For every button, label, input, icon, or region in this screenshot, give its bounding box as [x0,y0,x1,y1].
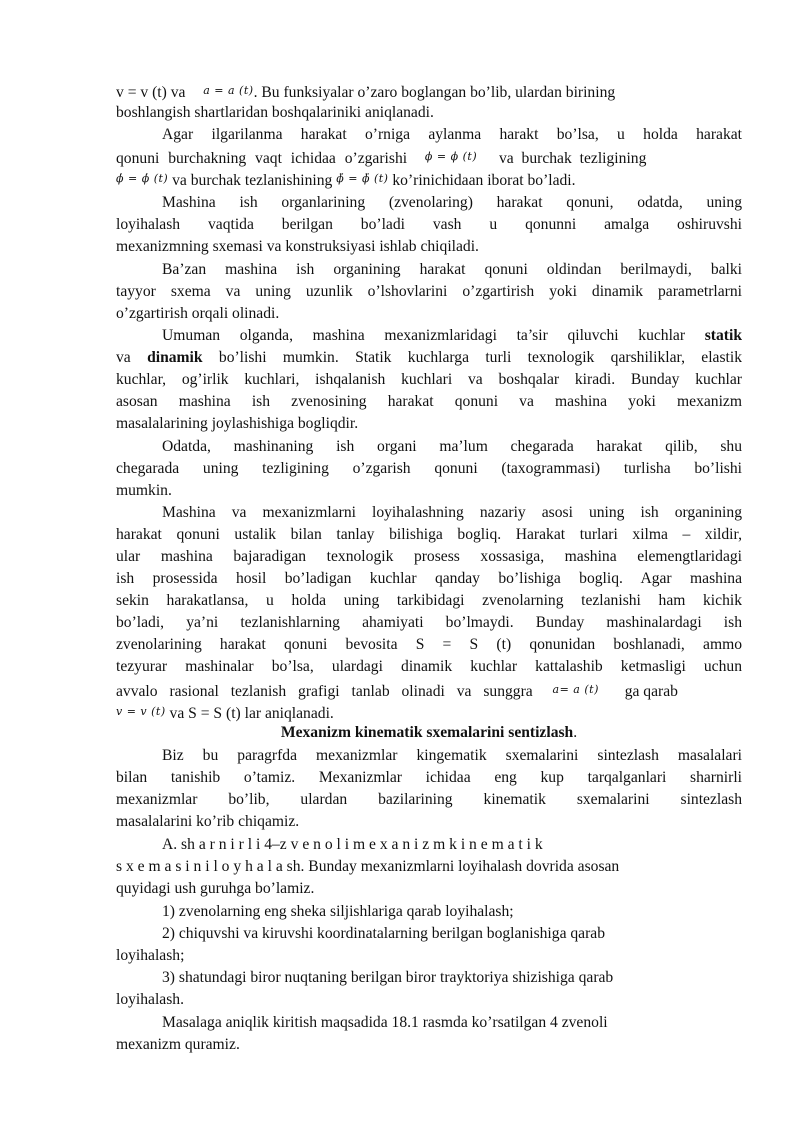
text-span: avvalo rasional tezlanish grafigi tanlab olinadi va sunggra [116,683,533,700]
bold-term: statik [704,327,742,344]
paragraph-line [116,347,742,369]
text-span: . Bu funksiyalar o’zaro boglangan bo’lib, ulardan birining [253,84,616,101]
paragraph-line: ular mashina bajaradigan texnologik prosess xossasiga, mashina elemengtlaridagi [116,548,742,565]
paragraph-line: zvenolarining harakat qonuni bevosita S = S (t) qonunidan boshlanadi, ammo [116,636,742,653]
bold-term: dinamik [147,349,203,366]
paragraph-line: Biz bu paragrfda mexanizmlar kingematik sxemalarini sintezlash masalalari [162,747,742,764]
paragraph-line: asosan mashina ish zvenosining harakat qonuni va mashina yoki mexanizm [116,393,742,410]
list-item-continuation: loyihalash; [116,947,185,964]
paragraph-line: bo’ladi, ya’ni tezlanishlarning ahamiyati bo’lmaydi. Bunday mashinalardagi ish [116,614,742,631]
paragraph-line: Mashina va mexanizmlarni loyihalashning nazariy asosi uning ish organining [162,504,742,521]
paragraph-line: tayyor sxema va uning uzunlik o’lshovlarini o’zgartirish yoki dinamik parametrlarni [116,283,742,300]
paragraph-line: bilan tanishib o’tamiz. Mexanizmlar ichidaa eng kup tarqalganlari sharnirli [116,769,742,786]
paragraph-line: mexanizm quramiz. [116,1036,240,1053]
formula-angular-acceleration: ϕ̈ = ϕ̈ (t) [336,172,389,185]
paragraph-line: masalalarining joylashishiga bogliqdir. [116,415,359,432]
paragraph-line: mexanizmning sxemasi va konstruksiyasi ishlab chiqiladi. [116,238,479,255]
text-span: va burchak tezligining [498,150,647,167]
paragraph-line: quyidagi ush guruhga bo’lamiz. [116,880,315,897]
paragraph-line: Odatda, mashinaning ish organi ma’lum chegarada harakat qilib, shu [162,438,742,455]
paragraph-line: A. sh a r n i r l i 4–z v e n o l i m e x a n i z m k i n e m a t i k [162,836,543,853]
text-span: ko’rinichidaan iborat bo’ladi. [392,172,576,189]
list-item: 1) zvenolarning eng sheka siljishlariga qarab loyihalash; [162,903,514,920]
paragraph-line [116,146,742,168]
paragraph-line [116,701,742,723]
list-item: 2) chiquvshi va kiruvshi koordinatalarning berilgan boglanishiga qarab [162,925,606,942]
list-item-continuation: loyihalash. [116,991,184,1008]
paragraph-line: harakat qonuni ustalik bilan tanlay bilishiga bogliq. Harakat turlari xilma – xildir, [116,526,742,543]
text-span: qonuni burchakning vaqt ichidaa o’zgarishi [116,150,408,167]
paragraph-line: Masalaga aniqlik kiritish maqsadida 18.1 rasmda ko’rsatilgan 4 zvenoli [162,1014,608,1031]
section-heading [116,722,742,744]
paragraph-line: ish prosessida hosil bo’ladigan kuchlar qanday bo’lishiga bogliq. Agar mashina [116,570,742,587]
paragraph-line [116,168,742,190]
paragraph-line: Ba’zan mashina ish organining harakat qonuni oldindan berilmaydi, balki [162,261,742,278]
paragraph-line: Mashina ish organlarining (zvenolaring) harakat qonuni, odatda, uning [162,194,742,211]
paragraph-line [116,80,742,102]
paragraph-line: chegarada uning tezligining o’zgarish qonuni (taxogrammasi) turlisha bo’lishi [116,460,742,477]
formula-velocity: v = v (t) [116,705,166,718]
paragraph-line: mumkin. [116,482,172,499]
paragraph-line: boshlangish shartlaridan boshqalariniki aniqlanadi. [116,104,434,121]
paragraph-line [116,679,742,701]
paragraph-line: o’zgartirish orqali olinadi. [116,305,280,322]
formula-acceleration: a= a (t) [552,683,599,696]
paragraph-line: s x e m a s i n i l o y h a l a sh. Bunday mexanizmlarni loyihalash dovrida asosan [116,858,620,875]
paragraph-line: mexanizmlar bo’lib, ulardan bazilarining kinematik sxemalarini sintezlash [116,791,742,808]
paragraph-line: kuchlar, og’irlik kuchlari, ishqalanish kuchlari va boshqalar kiradi. Bunday kuchlar [116,371,742,388]
paragraph-line: Agar ilgarilanma harakat o’rniga aylanma harakt bo’lsa, u holda harakat [162,126,742,143]
heading-text: Mexanizm kinematik sxemalarini sentizlash [280,724,574,741]
text-span: va burchak tezlanishining [172,172,333,189]
paragraph-line: tezyurar mashinalar bo’lsa, ulardagi dinamik kuchlar kattalashib ketmasligi uchun [116,658,742,675]
paragraph-line: sekin harakatlansa, u holda uning tarkibidagi zvenolarning tezlanishi ham kichik [116,592,742,609]
formula-acceleration: a = a (t) [203,84,254,97]
formula-angular-velocity: ϕ̇ = ϕ̇ (t) [116,172,169,185]
text-span: va [116,349,131,366]
paragraph-line: masalalarini ko’rib chiqamiz. [116,813,300,830]
text-span: v = v (t) va [116,84,186,101]
text-span: ga qarab [624,683,678,700]
text-span: Umuman olganda, mashina mexanizmlaridagi ta’sir qiluvchi kuchlar [162,327,686,344]
heading-punct: . [573,724,578,741]
formula-angle: ϕ = ϕ (t) [424,150,478,163]
paragraph-line: loyihalash vaqtida berilgan bo’ladi vash u qonunni amalga oshiruvshi [116,216,742,233]
text-span: va S = S (t) lar aniqlanadi. [169,705,334,722]
paragraph-line [162,325,742,347]
list-item: 3) shatundagi biror nuqtaning berilgan biror trayktoriya shizishiga qarab [162,969,614,986]
text-span: bo’lishi mumkin. Statik kuchlarga turli texnologik qarshiliklar, elastik [218,349,742,366]
